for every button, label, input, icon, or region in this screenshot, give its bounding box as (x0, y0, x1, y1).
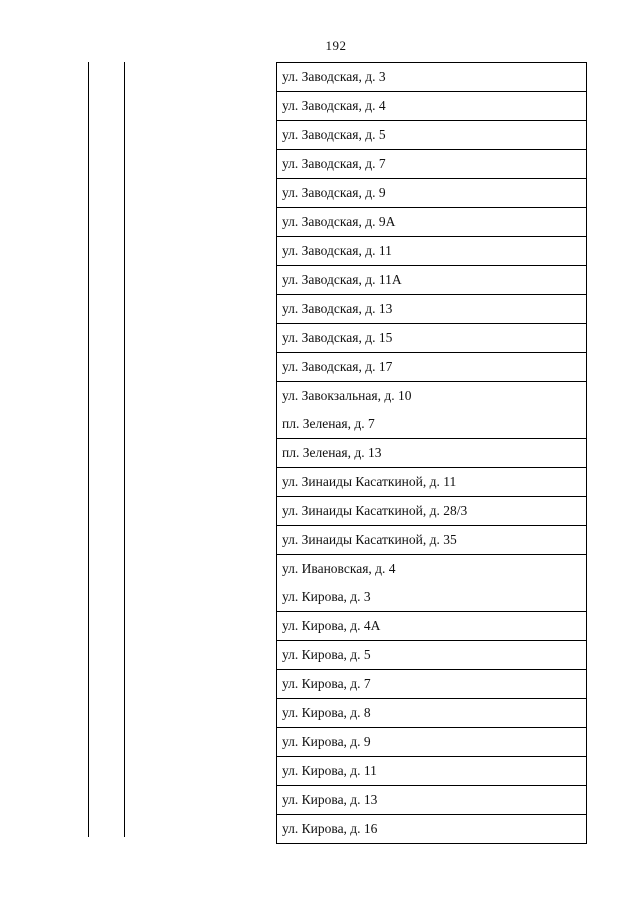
address-cell: ул. Заводская, д. 17 (277, 353, 587, 382)
address-cell: ул. Заводская, д. 13 (277, 295, 587, 324)
address-cell: ул. Кирова, д. 7 (277, 670, 587, 699)
address-cell: ул. Зинаиды Касаткиной, д. 11 (277, 468, 587, 497)
table-row (277, 237, 587, 266)
address-cell: ул. Заводская, д. 15 (277, 324, 587, 353)
address-cell: ул. Кирова, д. 9 (277, 728, 587, 757)
address-cell: ул. Ивановская, д. 4 (277, 555, 587, 584)
table-row (277, 757, 587, 786)
table-row (277, 612, 587, 641)
table-row (277, 555, 587, 584)
address-cell: ул. Кирова, д. 3 (277, 583, 587, 612)
address-cell: ул. Заводская, д. 11 (277, 237, 587, 266)
second-column-border (124, 62, 125, 837)
table-row (277, 410, 587, 439)
address-table (276, 62, 587, 844)
table-row (277, 641, 587, 670)
address-cell: ул. Заводская, д. 3 (277, 63, 587, 92)
table-row (277, 295, 587, 324)
table-row (277, 583, 587, 612)
address-cell: ул. Заводская, д. 11А (277, 266, 587, 295)
address-cell: ул. Заводская, д. 9 (277, 179, 587, 208)
address-cell: ул. Кирова, д. 16 (277, 815, 587, 844)
table-row (277, 815, 587, 844)
table-row (277, 121, 587, 150)
address-cell: ул. Зинаиды Касаткиной, д. 35 (277, 526, 587, 555)
address-cell: пл. Зеленая, д. 7 (277, 410, 587, 439)
table-row (277, 497, 587, 526)
address-cell: ул. Кирова, д. 13 (277, 786, 587, 815)
table-row (277, 179, 587, 208)
table-row (277, 699, 587, 728)
table-row (277, 382, 587, 411)
address-cell: ул. Заводская, д. 4 (277, 92, 587, 121)
table-row (277, 324, 587, 353)
table-row (277, 786, 587, 815)
table-row (277, 353, 587, 382)
table-row (277, 439, 587, 468)
table-row (277, 670, 587, 699)
table-row (277, 63, 587, 92)
address-cell: ул. Кирова, д. 5 (277, 641, 587, 670)
address-cell: пл. Зеленая, д. 13 (277, 439, 587, 468)
address-cell: ул. Кирова, д. 8 (277, 699, 587, 728)
table-row (277, 150, 587, 179)
address-cell: ул. Зинаиды Касаткиной, д. 28/3 (277, 497, 587, 526)
address-cell: ул. Заводская, д. 7 (277, 150, 587, 179)
table-row (277, 468, 587, 497)
address-cell: ул. Кирова, д. 4А (277, 612, 587, 641)
table-row (277, 208, 587, 237)
table-row (277, 266, 587, 295)
left-column-border (88, 62, 89, 837)
page-number: 192 (325, 38, 347, 53)
table-row (277, 526, 587, 555)
address-cell: ул. Заводская, д. 5 (277, 121, 587, 150)
address-cell: ул. Заводская, д. 9А (277, 208, 587, 237)
address-cell: ул. Кирова, д. 11 (277, 757, 587, 786)
address-cell: ул. Завокзальная, д. 10 (277, 382, 587, 411)
table-row (277, 92, 587, 121)
table-row (277, 728, 587, 757)
